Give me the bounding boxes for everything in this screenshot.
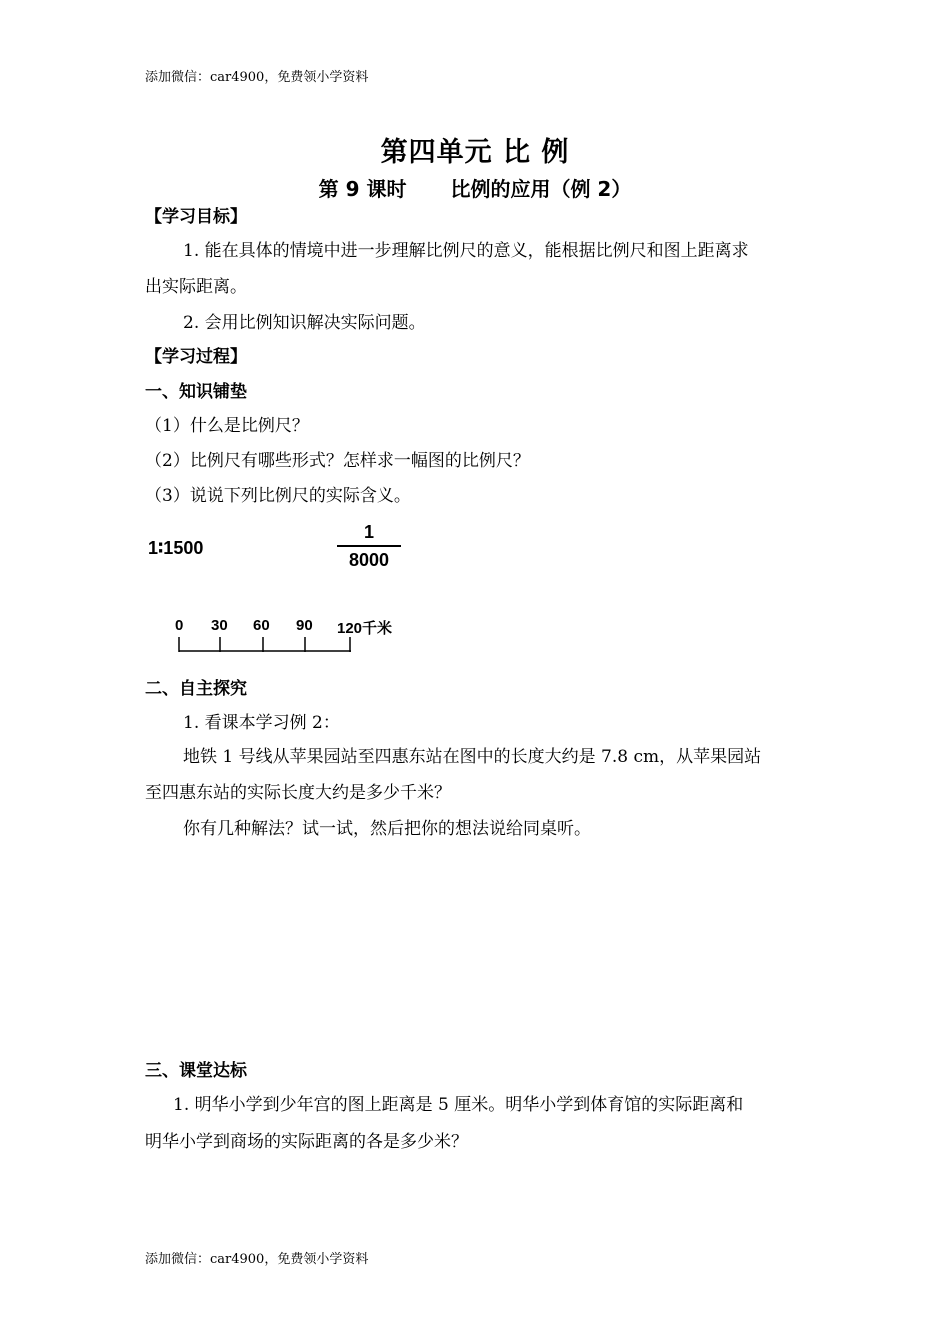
fraction-denominator: 8000: [348, 550, 390, 570]
header-note: 添加微信：car4900，免费领小学资料: [145, 70, 369, 85]
example-2-line1: 地铁 1 号线从苹果园站至四惠东站在图中的长度大约是 7.8 cm，从苹果园站: [183, 747, 762, 767]
section-2-heading: 二、自主探究: [145, 679, 247, 699]
ratio-scale: 1∶1500: [148, 538, 204, 558]
objective-1-line1: 1. 能在具体的情境中进一步理解比例尺的意义，能根据比例尺和图上距离求: [183, 241, 749, 261]
scale-unit: 千米: [362, 620, 393, 637]
lesson-number: 第 9 课时: [318, 177, 407, 201]
exercise-1-line1: 1. 明华小学到少年宫的图上距离是 5 厘米。明华小学到体育馆的实际距离和: [173, 1095, 744, 1115]
process-heading: 【学习过程】: [145, 347, 247, 367]
fraction-scale: [337, 522, 401, 571]
scale-tick-0: 0: [175, 617, 184, 634]
footer-note: 添加微信：car4900，免费领小学资料: [145, 1252, 369, 1267]
example-2-prompt: 你有几种解法？试一试，然后把你的想法说给同桌听。: [183, 819, 591, 839]
scale-tick-120-value: 120: [337, 620, 363, 637]
scale-tick-60: 60: [253, 617, 270, 634]
objective-2: 2. 会用比例知识解决实际问题。: [183, 313, 426, 333]
page-title: 第四单元 比 例: [380, 137, 570, 168]
line-scale-bar: [175, 635, 360, 657]
lesson-subtitle: [0, 173, 950, 202]
exercise-1-line2: 明华小学到商场的实际距离的各是多少米？: [145, 1132, 468, 1152]
fraction-numerator: 1: [363, 522, 374, 542]
section-3-heading: 三、课堂达标: [145, 1061, 247, 1081]
section-2-item-1: 1. 看课本学习例 2：: [183, 713, 340, 733]
question-3: （3）说说下列比例尺的实际含义。: [145, 486, 411, 506]
question-2: （2）比例尺有哪些形式？怎样求一幅图的比例尺？: [145, 451, 530, 471]
scale-tick-30: 30: [211, 617, 228, 634]
fraction-bar: [337, 545, 401, 547]
objective-1-line2: 出实际距离。: [145, 277, 247, 297]
lesson-topic: 比例的应用（例 2）: [450, 177, 632, 201]
objectives-heading: 【学习目标】: [145, 207, 247, 227]
question-1: （1）什么是比例尺？: [145, 416, 309, 436]
section-1-heading: 一、知识铺垫: [145, 382, 247, 402]
example-2-line2: 至四惠东站的实际长度大约是多少千米？: [145, 783, 451, 803]
scale-tick-90: 90: [296, 617, 313, 634]
